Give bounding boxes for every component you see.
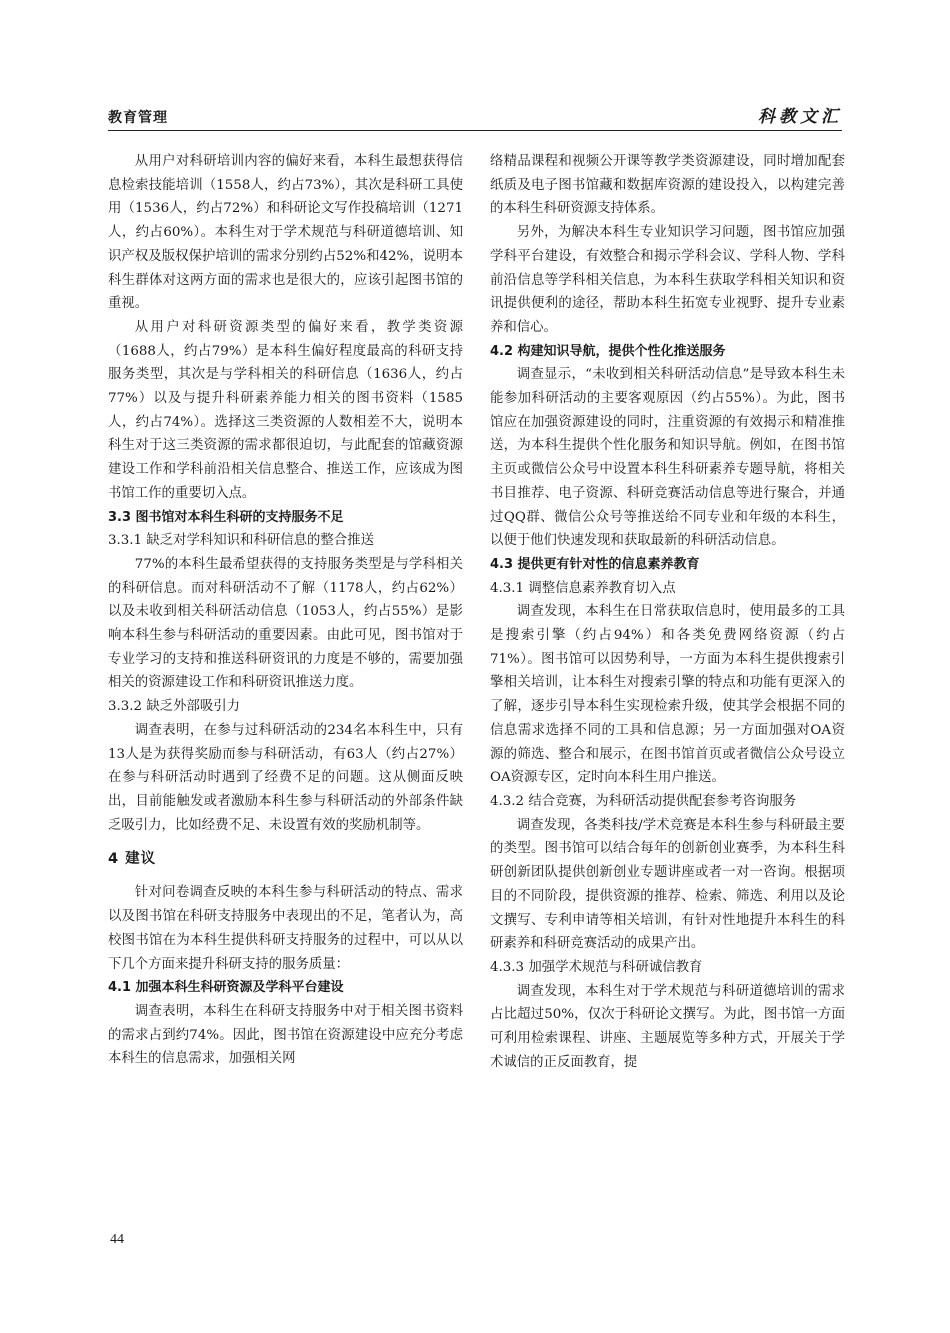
paragraph: 调查发现，各类科技/学术竞赛是本科生参与科研最主要的类型。图书馆可以结合每年的创新创业赛季，为本科生科研创新团队提供创新创业专题讲座或者一对一咨询。根据项目的不同阶段，提供资源的推荐、检索、筛选、利用以及论文撰写、专利申请等相关培训，有针对性地提升本科生的科研素养和科研竞赛活动的成果产出。	[490, 817, 845, 952]
paragraph: 调查发现，本科生在日常获取信息时，使用最多的工具是搜索引擎（约占94%）和各类免费网络资源（约占71%）。图书馆可以因势利导，一方面为本科生提供搜索引擎相关培训，让本科生对搜索引擎的特点和功能有更深入的了解，逐步引导本科生实现检索升级，使其学会根据不同的信息需求选择不同的工具和信息源；另一方面加强对OA资源的筛选、整合和展示，在图书馆首页或者微信公众号设立OA资源专区，定时向本科生用户推送。	[490, 604, 845, 786]
paragraph-continued: 络精品课程和视频公开课等教学类资源建设，同时增加配套纸质及电子图书馆藏和数据库资源的建设投入，以构建完善的本科生科研资源支持体系。	[490, 154, 845, 217]
paragraph: 针对问卷调查反映的本科生参与科研活动的特点、需求以及图书馆在科研支持服务中表现出的不足，笔者认为，高校图书馆在为本科生提供科研支持服务的过程中，可以从以下几个方面来提升科研支持的服务质量：	[108, 885, 463, 972]
paragraph: 调查表明，在参与过科研活动的234名本科生中，只有13人是为获得奖励而参与科研活动，有63人（约占27%）在参与科研活动时遇到了经费不足的问题。这从侧面反映出，目前能触发或者激励本科生参与科研活动的外部条件缺乏吸引力，比如经费不足、未设置有效的奖励机制等。	[108, 722, 463, 833]
running-header	[108, 100, 842, 131]
paragraph: 调查表明，本科生在科研支持服务中对于相关图书资料的需求占到约74%。因此，图书馆在资源建设中应充分考虑本科生的信息需求，加强相关网	[108, 1003, 463, 1067]
right-column	[490, 150, 845, 1074]
subsection-heading: 4.3.1 调整信息素养教育切入点	[490, 580, 676, 596]
subsection-heading: 4.3.2 结合竞赛，为科研活动提供配套参考咨询服务	[490, 793, 797, 809]
chapter-heading: 4 建议	[108, 851, 157, 868]
paragraph: 调查发现，本科生对于学术规范与科研道德培训的需求占比超过50%，仅次于科研论文撰写。为此，图书馆一方面可利用检索课程、讲座、主题展览等多种方式，开展关于学术诚信的正反面教育，提	[490, 983, 845, 1070]
paragraph: 调查显示，“未收到相关科研活动信息”是导致本科生未能参加科研活动的主要客观原因（约占55%）。为此，图书馆应在加强资源建设的同时，注重资源的有效揭示和精准推送，为本科生提供个性化服务和知识导航。例如，在图书馆主页或微信公众号中设置本科生科研素养专题导航，将相关书目推荐、电子资源、科研竞赛活动信息等进行聚合，并通过QQ群、微信公众号等推送给不同专业和年级的本科生，以便于他们快速发现和获取最新的科研活动信息。	[490, 367, 845, 549]
paragraph: 从用户对科研培训内容的偏好来看，本科生最想获得信息检索技能培训（1558人，约占73%），其次是科研工具使用（1536人，约占72%）和科研论文写作投稿培训（1271人，约占60%）。本科生对于学术规范与科研道德培训、知识产权及版权保护培训的需求分别约占52%和42%，说明本科生群体对这两方面的需求也是很大的，应该引起图书馆的重视。	[108, 154, 463, 312]
journal-name: 科教文汇	[758, 107, 842, 127]
paragraph: 从用户对科研资源类型的偏好来看，教学类资源（1688人，约占79%）是本科生偏好程度最高的科研支持服务类型，其次是与学科相关的科研信息（1636人，约占77%）以及与提升科研素养能力相关的图书资料（1585人，约占74%）。选择这三类资源的人数相差不大，说明本科生对于这三类资源的需求都很迫切，与此配套的馆藏资源建设工作和学科前沿相关信息整合、推送工作，应该成为图书馆工作的重要切入点。	[108, 319, 463, 501]
subsection-heading: 4.3.3 加强学术规范与科研诚信教育	[490, 959, 703, 975]
section-heading: 3.3 图书馆对本科生科研的支持服务不足	[108, 509, 344, 525]
left-column	[108, 150, 463, 1071]
paragraph: 另外，为解决本科生专业知识学习问题，图书馆应加强学科平台建设，有效整合和揭示学科会议、学科人物、学科前沿信息等学科相关信息，为本科生获取学科相关知识和资讯提供便利的途径，帮助本科生拓宽专业视野、提升专业素养和信心。	[490, 225, 845, 335]
section-heading: 4.1 加强本科生科研资源及学科平台建设	[108, 980, 344, 996]
subsection-heading: 3.3.1 缺乏对学科知识和科研信息的整合推送	[108, 533, 374, 549]
page-number: 44	[110, 1232, 124, 1247]
subsection-heading: 3.3.2 缺乏外部吸引力	[108, 699, 241, 715]
section-title: 教育管理	[108, 110, 168, 126]
section-heading: 4.3 提供更有针对性的信息素养教育	[490, 556, 700, 572]
paragraph: 77%的本科生最希望获得的支持服务类型是与学科相关的科研信息。而对科研活动不了解（1178人，约占62%）以及未收到相关科研活动信息（1053人，约占55%）是影响本科生参与科研活动的重要因素。由此可见，图书馆对于专业学习的支持和推送科研资讯的力度是不够的，需要加强相关的资源建设工作和科研资讯推送力度。	[108, 556, 463, 691]
section-heading: 4.2 构建知识导航，提供个性化推送服务	[490, 343, 726, 359]
